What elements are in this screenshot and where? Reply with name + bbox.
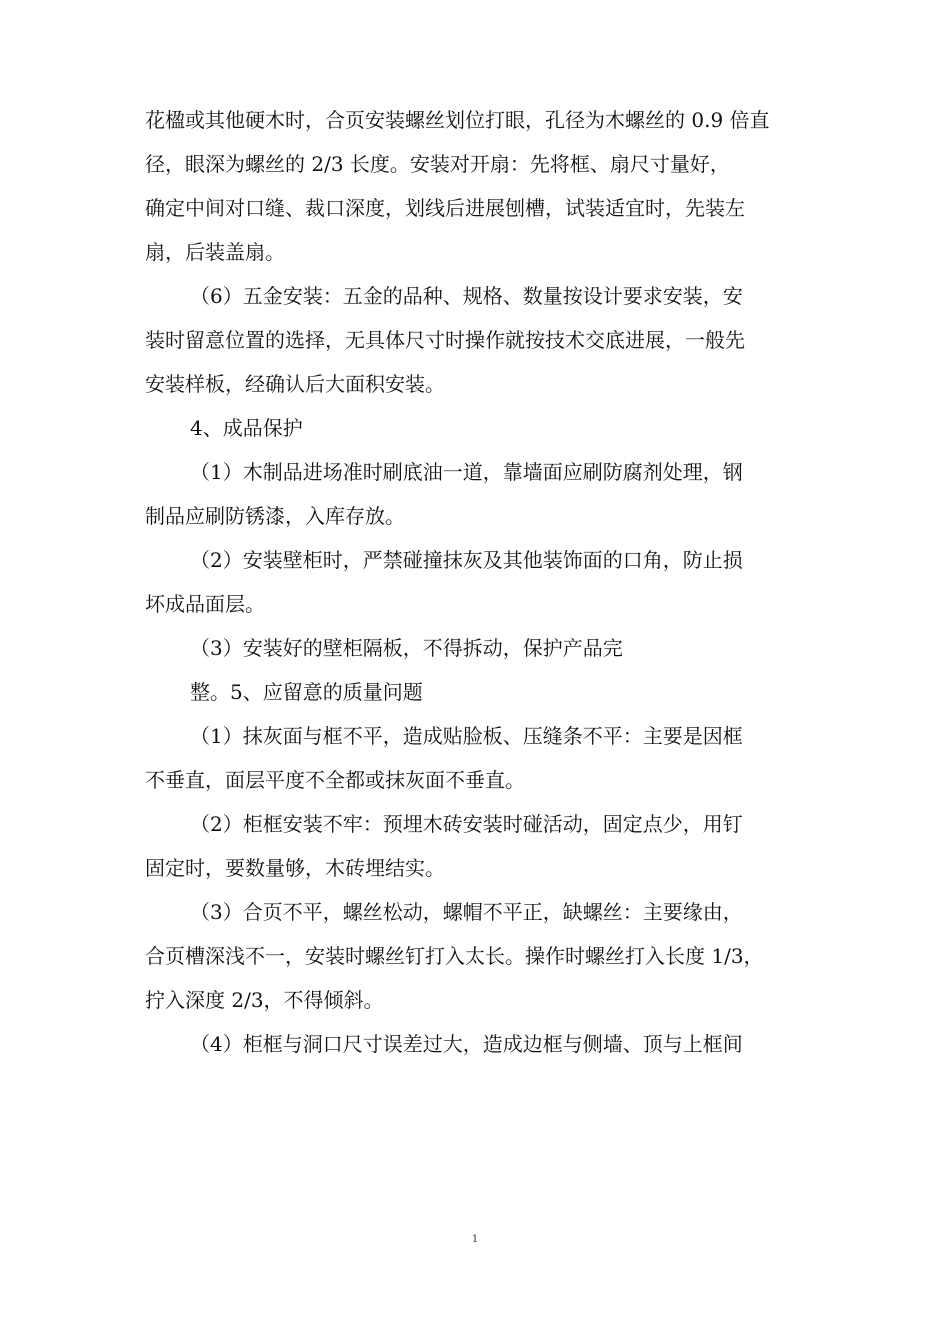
text-line: （4）柜框与洞口尺寸误差过大，造成边框与侧墙、顶与上框间 xyxy=(190,1032,743,1056)
text-line: （3）合页不平，螺丝松动，螺帽不平正，缺螺丝：主要缘由， xyxy=(190,900,743,924)
text-line: 装时留意位置的选择，无具体尺寸时操作就按技术交底进展，一般先 xyxy=(145,328,745,352)
text-line: 扇，后装盖扇。 xyxy=(145,240,285,264)
text-line: （2）柜框安装不牢：预埋木砖安装时碰活动，固定点少，用钉 xyxy=(190,812,743,836)
text-line: 坏成品面层。 xyxy=(145,592,265,616)
text-line: 安装样板，经确认后大面积安装。 xyxy=(145,372,445,396)
text-line: （2）安装壁柜时，严禁碰撞抹灰及其他装饰面的口角，防止损 xyxy=(190,548,743,572)
text-line: 固定时，要数量够，木砖埋结实。 xyxy=(145,856,445,880)
text-line: 整。5、应留意的质量问题 xyxy=(190,680,423,704)
text-line: （3）安装好的壁柜隔板，不得拆动，保护产品完 xyxy=(190,636,623,660)
text-line: （1）木制品进场准时刷底油一道，靠墙面应刷防腐剂处理，钢 xyxy=(190,460,743,484)
text-line: 不垂直，面层平度不全都或抹灰面不垂直。 xyxy=(145,768,525,792)
text-line: 确定中间对口缝、裁口深度，划线后进展刨槽，试装适宜时，先装左 xyxy=(145,196,745,220)
text-line: 合页槽深浅不一，安装时螺丝钉打入太长。操作时螺丝打入长度 1/3， xyxy=(145,944,764,968)
page-number: 1 xyxy=(471,1234,479,1245)
text-line: 制品应刷防锈漆，入库存放。 xyxy=(145,504,405,528)
text-line: 花楹或其他硬木时，合页安装螺丝划位打眼，孔径为木螺丝的 0.9 倍直 xyxy=(145,108,770,132)
text-line: （1）抹灰面与框不平，造成贴脸板、压缝条不平：主要是因框 xyxy=(190,724,743,748)
text-line: （6）五金安装：五金的品种、规格、数量按设计要求安装，安 xyxy=(190,284,743,308)
section-heading: 4、成品保护 xyxy=(190,416,303,440)
text-line: 径，眼深为螺丝的 2/3 长度。安装对开扇：先将框、扇尺寸量好， xyxy=(145,152,730,176)
text-line: 拧入深度 2/3，不得倾斜。 xyxy=(145,988,384,1012)
